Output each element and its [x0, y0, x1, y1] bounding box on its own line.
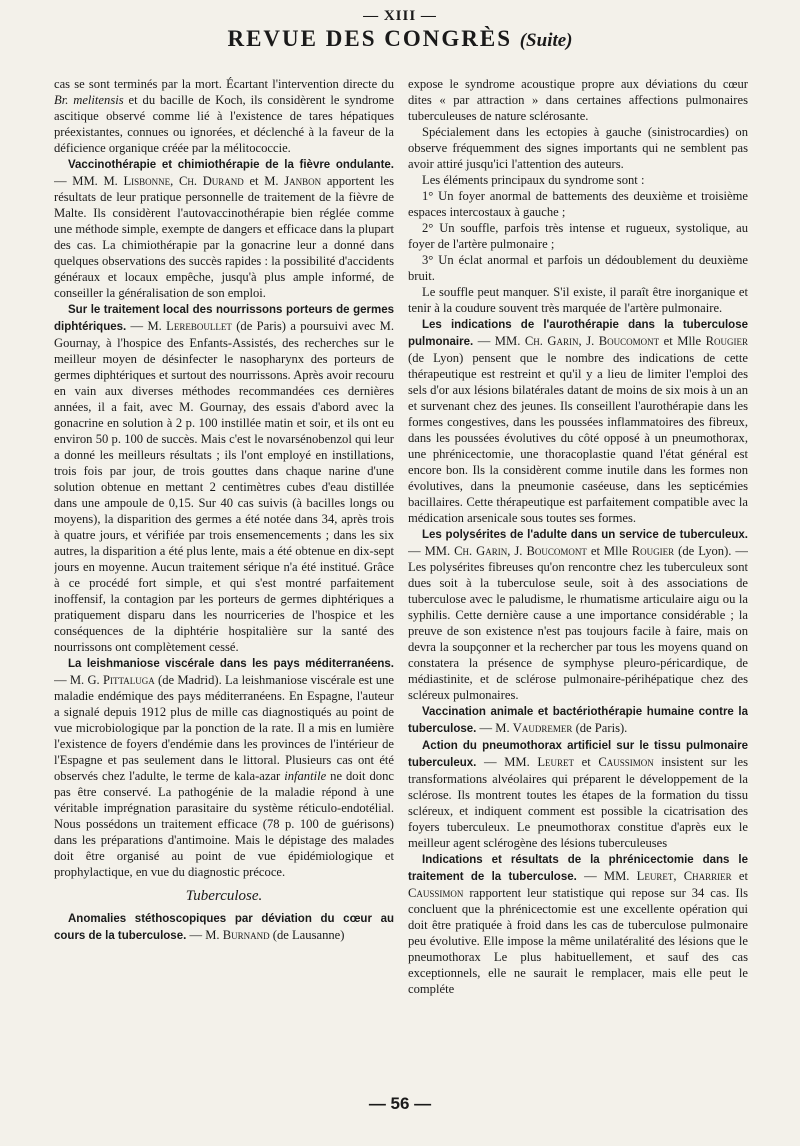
- article-vaccinotherapie: Vaccinothérapie et chimiothérapie de la fièvre ondulante. — MM. M. Lisbonne, Ch. Durand et M. Janbon apportent les résultats de leur pratique personnelle de traitement de la fièvre de Malte. Ils considèrent l'autovaccinothérapie bien réglée comme une méthode simple, exempte de dangers et efficace dans la plupart des cas. La chimiothérapie par la gonacrine leur a donné dans quelques observations des succès rapides : la possibilité d'accidents généraux et locaux empêche, jusqu'à plus ample informé, de conseiller la généralisation de son emploi.: [54, 159, 394, 300]
- article-title: Sur le traitement local des nourrissons porteurs de germes diphtériques.: [54, 304, 394, 333]
- article-authors: Leuret: [537, 755, 575, 769]
- article-authors: Lereboullet: [166, 319, 232, 333]
- section-heading: Tuberculose.: [185, 888, 263, 904]
- article-authors: Ch. Garin, J. Boucomont: [454, 544, 587, 558]
- article-title: La leishmaniose viscérale dans les pays méditerranéens.: [68, 658, 394, 670]
- list-item: 3° Un éclat anormal et parfois un dédoublement du deuxième bruit.: [408, 253, 748, 283]
- right-column: [408, 76, 748, 1086]
- article-title: Anomalies stéthoscopiques par déviation du cœur au cours de la tuberculose.: [54, 913, 394, 942]
- article-body: apportent les résultats de leur pratique personnelle de traitement de la fièvre de Malte. Ils considèrent l'autovaccinothérapie bien réglée comme une méthode simple, exempte de dangers et efficace dans la plupart des cas. La chimiothérapie par la gonacrine leur a donné dans quelques observations des succès rapides : la possibilité d'accidents généraux et locaux empêche, jusqu'à plus ample informé, de conseiller la généralisation de son emploi.: [54, 174, 394, 300]
- article-vaccination: Vaccination animale et bactériothérapie humaine contre la tuberculose. — M. Vaudremer (de Paris).: [408, 706, 748, 735]
- article-leishmaniose: La leishmaniose viscérale dans les pays méditerranéens. — M. G. Pittaluga (de Madrid). La leishmaniose viscérale est une maladie endémique des pays méditerranéens. En Espagne, l'auteur a signalé depuis 1912 plus de mille cas diagnostiqués au point de vue microbiologique par la ponction de la rate. Il a mis en lumière l'existence de foyers d'endémie dans les provinces de l'intérieur de l'Espagne et pas seulement dans le littoral. Plusieurs cas ont été observés chez l'adulte, le terme de kala-azar infantile ne doit donc pas être conservé. La pathogénie de la maladie répond à une véritable imprégnation parasitaire du système réticulo-endotélial. Nous possédons un traitement efficace (78 p. 100 de guérisons) dans les préparations d'antimoine. Mais le dépistage des malades doit être organisé au point de vue épidémiologique et prophylactique, en vue du diagnostic précoce.: [54, 658, 394, 879]
- article-authors: Pittaluga: [102, 673, 155, 687]
- article-phrenicectomie: Indications et résultats de la phrénicectomie dans le traitement de la tuberculose. — MM. Leuret, Charrier et Caussimon rapportent leur statistique qui repose sur 34 cas. Ils concluent que la phrénicectomie est une excellente opération qui doit être pratiquée à froid dans les cas de tuberculose pulmonaire peu évolutive. Elle impose la même unilatéralité des lésions que le pneumothorax Le plus habituellement, et sauf des cas exceptionnels, elle ne saurait le remplacer, mais elle peut le compléte: [408, 854, 748, 996]
- article-polyserites: Les polysérites de l'adulte dans un service de tuberculeux. — MM. Ch. Garin, J. Boucomont et Mlle Rougier (de Lyon). — Les polysérites fibreuses qu'on rencontre chez les tuberculeux sont dues soit à la tuberculose seule, soit à des associations de tuberculose avec le paludisme, le rhumatisme articulaire aigu ou la syphilis. Cette dernière cause a une importance considérable ; la preuve de son existence n'est pas toujours facile à faire, mais on devra la soupçonner et la rechercher par tous les moyens quand on constatera la présence de symphyse pleuro-péricardique, de médiastinite, et de sclérose pulmonaire-périhépatique chez des scléreux pulmonaires.: [408, 529, 748, 702]
- page-number: — 56 —: [368, 1094, 432, 1113]
- article-anomalies: Anomalies stéthoscopiques par déviation du cœur au cours de la tuberculose. — M. Burnand (de Lausanne): [54, 913, 394, 942]
- article-nourrissons: Sur le traitement local des nourrissons porteurs de germes diphtériques. — M. Lereboullet (de Paris) a poursuivi avec M. Gournay, à l'hospice des Enfants-Assistés, des recherches sur le meilleur moyen de désinfecter le nasopharynx des porteurs de germes diphtériques et surtout des nourrissons. Après avoir recouru en vain aux diverses méthodes recommandées ces dernières années, il a fait, avec M. Gournay, des essais d'abord avec la gonacrine en solution à 2 p. 100 instillée matin et soir, et ils ont eu environ 50 p. 100 de succès. Mais c'est le novarsénobenzol qui leur a donné les meilleurs résultats ; ils l'ont employé en instillations, trois fois par jour, de trois gouttes dans chaque narine d'une solution obtenue en mettant 2 centimètres cubes d'eau distillée dans une ampoule de 0,15. Sur 40 cas suivis (à bacilles longs ou moyens), la disparition des germes a été notée dans 34, après trois à quatre jours, et vérifiée par trois ensemencements ; dans les six autres, la disparition a été plus lente, mais a été obtenue en dix-sept jours en moyenne. Aucun traitement sérique n'a été institué. Grâce à ce procédé fort simple, et qui s'est montré parfaitement inoffensif, la contagion par les porteurs de germes diphtériques a pratiquement disparu dans les nourriceries de l'hospice et les conséquences de la diphtérie hospitalière sur la santé des nourrissons ont complètement cessé.: [54, 304, 394, 654]
- roman-page-number: — XIII —: [363, 8, 437, 24]
- article-authors: Leuret, Charrier: [636, 869, 732, 883]
- article-title: Les indications de l'aurothérapie dans la tuberculose pulmonaire.: [408, 319, 748, 348]
- paragraph-continuation: expose le syndrome acoustique propre aux déviations du cœur dites « par attraction » dans certaines affections pulmonaires tuberculeuses de nature sclérosante.: [408, 77, 748, 123]
- list-item: 2° Un souffle, parfois très intense et rugueux, systolique, au foyer de l'artère pulmonaire ;: [408, 221, 748, 251]
- left-column: [54, 76, 394, 1086]
- paragraph: Spécialement dans les ectopies à gauche (sinistrocardies) on observe fréquemment des signes importants qui ne semblent pas avoir attiré jusqu'ici l'attention des auteurs.: [408, 125, 748, 171]
- article-authors: Vaudremer: [512, 721, 573, 735]
- article-body: (de Lyon). — Les polysérites fibreuses qu'on rencontre chez les tuberculeux sont dues soit à la tuberculose seule, soit à des associations de tuberculose avec le paludisme, le rhumatisme articulaire aigu ou la syphilis. Cette dernière cause a une importance considérable ; la preuve de son existence n'est pas toujours facile à faire, mais on devra la soupçonner et la rechercher par tous les moyens quand on constatera la présence de symphyse pleuro-péricardique, de médiastinite, et de sclérose pulmonaire-périhépatique chez des scléreux pulmonaires.: [408, 544, 748, 702]
- article-pneumothorax: Action du pneumothorax artificiel sur le tissu pulmonaire tuberculeux. — MM. Leuret et Caussimon insistent sur les transformations alvéolaires qui préparent le développement de la sclérose. Ils montrent toutes les étapes de la formation du tissu scléreux, et indiquent comment est possible la cicatrisation des foyers tuberculeux. Le pneumothorax constitue d'après eux le meilleur agent sclérogène des lésions tuberculeuses: [408, 740, 748, 850]
- article-aurotherapie: Les indications de l'aurothérapie dans la tuberculose pulmonaire. — MM. Ch. Garin, J. Boucomont et Mlle Rougier (de Lyon) pensent que le nombre des indications de cette thérapeutique est restreint et qu'il y a lieu de limiter l'emploi des sels d'or aux lésions bilatérales datant de moins de six mois à un an et survenant chez des jeunes. Ils conseillent l'aurothérapie dans les formes congestives, dans les poussées inflammatoires des fibreux, dans les poussées évolutives du côté opposé à un pneumothorax, une phrénicectomie, une thoracoplastie quand l'état général est encore bon. Ils la considèrent comme inutile dans les formes non évolutives, dans la pneumonie caséeuse, dans les septicémies bacillaires. Cette thérapeutique est parfaitement compatible avec la médication arsenicale sous toutes ses formes.: [408, 319, 748, 525]
- article-title: Action du pneumothorax artificiel sur le tissu pulmonaire tuberculeux.: [408, 740, 748, 769]
- article-authors: Ch. Garin, J. Boucomont: [524, 334, 660, 348]
- header-suite: (Suite): [519, 30, 573, 51]
- paragraph-continuation: cas se sont terminés par la mort. Écartant l'intervention directe du Br. melitensis et du bacille de Koch, ils considèrent le syndrome ascitique observé comme lié à l'existence de tares hépatiques préexistantes, connues ou ignorées, et déclenché à la faveur de la déficience organique créée par la mélitococcie.: [54, 77, 394, 155]
- paragraph: Le souffle peut manquer. S'il existe, il paraît être inorganique et tenir à la coudure souvent très marquée de l'artère pulmonaire.: [408, 285, 748, 315]
- article-title: Les polysérites de l'adulte dans un service de tuberculeux.: [422, 529, 748, 541]
- article-authors: Lisbonne, Ch. Durand: [123, 174, 244, 188]
- paragraph: Les éléments principaux du syndrome sont :: [422, 173, 645, 187]
- article-authors: Burnand: [222, 928, 270, 942]
- list-item: 1° Un foyer anormal de battements des deuxième et troisième espaces intercostaux à gauche ;: [408, 189, 748, 219]
- article-title: Vaccinothérapie et chimiothérapie de la fièvre ondulante.: [68, 159, 394, 171]
- article-title: Vaccination animale et bactériothérapie humaine contre la tuberculose.: [408, 706, 748, 735]
- page-header: [0, 26, 800, 52]
- article-body: La leishmaniose viscérale est une maladie endémique des pays méditerranéens. En Espagne, l'auteur a signalé depuis 1912 plus de mille cas diagnostiqués au point de vue microbiologique par la ponction de la rate. Il a mis en lumière l'existence de foyers d'endémie dans les provinces de l'intérieur de l'Espagne et pas seulement dans le littoral. Plusieurs cas ont été observés chez l'adulte, le terme de kala-azar: [54, 673, 394, 783]
- header-title: REVUE DES CONGRÈS: [227, 26, 512, 51]
- article-body: insistent sur les transformations alvéolaires qui préparent le développement de la sclérose. Ils montrent toutes les étapes de la formation du tissu scléreux, et indiquent comment est possible la cicatrisation des foyers tuberculeux. Le pneumothorax constitue d'après eux le meilleur agent sclérogène des lésions tuberculeuses: [408, 755, 748, 850]
- article-title: Indications et résultats de la phrénicectomie dans le traitement de la tuberculose.: [408, 854, 748, 883]
- article-body: rapportent leur statistique qui repose sur 34 cas. Ils concluent que la phrénicectomie est une excellente opération qui doit être pratiquée à froid dans les cas de tuberculose pulmonaire peu évolutive. Elle impose la même unilatéralité des lésions que le pneumothorax Le plus habituellement, et sauf des cas exceptionnels, elle ne saurait le remplacer, mais elle peut le compléte: [408, 886, 748, 996]
- article-body: (de Lyon) pensent que le nombre des indications de cette thérapeutique est restreint et qu'il y a lieu de limiter l'emploi des sels d'or aux lésions bilatérales datant de moins de six mois à un an et survenant chez des jeunes. Ils conseillent l'aurothérapie dans les formes congestives, dans les poussées inflammatoires des fibreux, dans les poussées évolutives du côté opposé à un pneumothorax, une phrénicectomie, une thoracoplastie quand l'état général est encore bon. Ils la considèrent comme inutile dans les formes non évolutives, dans la pneumonie caséeuse, dans les septicémies bacillaires. Cette thérapeutique est parfaitement compatible avec la médication arsenicale sous toutes ses formes.: [408, 351, 748, 525]
- article-body: a poursuivi avec M. Gournay, à l'hospice des Enfants-Assistés, des recherches sur le meilleur moyen de désinfecter le nasopharynx des porteurs de germes diphtériques et surtout des nourrissons. Après avoir recouru en vain aux diverses méthodes recommandées ces dernières années, il a fait, avec M. Gournay, des essais d'abord avec la gonacrine en solution à 2 p. 100 instillée matin et soir, et ils ont eu environ 50 p. 100 de succès. Mais c'est le novarsénobenzol qui leur a donné les meilleurs résultats ; ils l'ont employé en instillations, trois fois par jour, de trois gouttes dans chaque narine d'une solution obtenue en mettant 2 centimètres cubes d'eau distillée dans une ampoule de 0,15. Sur 40 cas suivis (à bacilles longs ou moyens), la disparition des germes a été notée dans 34, après trois à quatre jours, et vérifiée par trois ensemencements ; dans les six autres, la disparition a été plus lente, mais a été obtenue en dix-sept jours en moyenne. Aucun traitement sérique n'a été institué. Grâce à ce procédé fort simple, et qui s'est montré parfaitement inoffensif, la contagion par les porteurs de germes diphtériques a pratiquement disparu dans les nourriceries de l'hospice et les conséquences de la diphtérie hospitalière sur la santé des nourrissons ont complètement cessé.: [54, 319, 394, 654]
